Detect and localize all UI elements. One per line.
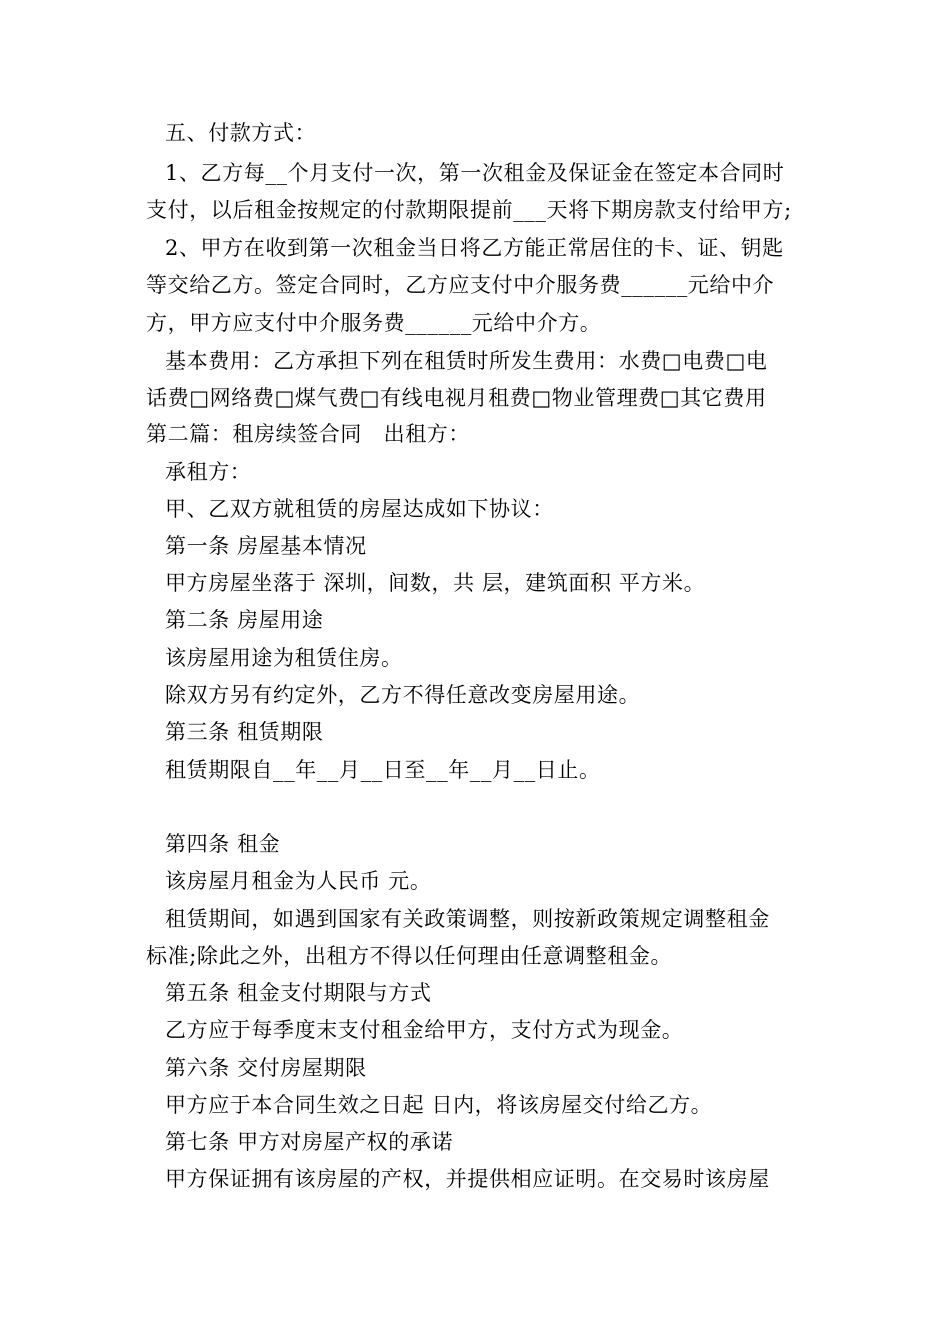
text-line: 话费□网络费□煤气费□有线电视月租费□物业管理费□其它费用 [146, 386, 767, 410]
text-line: 第三条 租赁期限 [165, 720, 324, 744]
text-line: 该房屋月租金为人民币 元。 [165, 869, 432, 893]
text-line: 五、付款方式： [165, 121, 317, 145]
text-line: 标准;除此之外，出租方不得以任何理由任意调整租金。 [146, 944, 673, 968]
text-line: 租赁期间，如遇到国家有关政策调整，则按新政策规定调整租金 [165, 907, 770, 931]
text-line: 基本费用：乙方承担下列在租赁时所发生费用：水费□电费□电 [165, 349, 768, 373]
text-line: 第二条 房屋用途 [165, 608, 324, 632]
text-line: 乙方应于每季度末支付租金给甲方，支付方式为现金。 [165, 1018, 684, 1042]
text-line: 甲方应于本合同生效之日起 日内，将该房屋交付给乙方。 [165, 1093, 713, 1117]
text-line: 租赁期限自__年__月__日至__年__月__日止。 [165, 758, 601, 782]
text-line: 方，甲方应支付中介服务费______元给中介方。 [146, 311, 602, 335]
text-line: 该房屋用途为租赁住房。 [165, 646, 403, 670]
text-line: 第二篇：租房续签合同 出租方： [146, 422, 470, 446]
text-line: 第一条 房屋基本情况 [165, 534, 367, 558]
text-line: 甲方房屋坐落于 深圳，间数，共 层，建筑面积 平方米。 [165, 571, 706, 595]
text-line: 甲方保证拥有该房屋的产权，并提供相应证明。在交易时该房屋 [165, 1167, 770, 1191]
text-line: 甲、乙双方就租赁的房屋达成如下协议： [165, 497, 554, 521]
text-line: 等交给乙方。签定合同时，乙方应支付中介服务费______元给中介 [146, 273, 775, 297]
text-line: 第七条 甲方对房屋产权的承诺 [165, 1130, 454, 1154]
text-line: 第四条 租金 [165, 832, 281, 856]
text-line: 除双方另有约定外，乙方不得任意改变房屋用途。 [165, 683, 641, 707]
text-line: 承租方： [165, 460, 252, 484]
text-line: 第五条 租金支付期限与方式 [165, 981, 432, 1005]
text-line: 1、乙方每__个月支付一次，第一次租金及保证金在签定本合同时 [165, 161, 785, 185]
text-line: 2、甲方在收到第一次租金当日将乙方能正常居住的卡、证、钥匙 [165, 236, 784, 260]
text-line: 第六条 交付房屋期限 [165, 1056, 367, 1080]
text-line: 支付，以后租金按规定的付款期限提前___天将下期房款支付给甲方; [146, 198, 792, 222]
